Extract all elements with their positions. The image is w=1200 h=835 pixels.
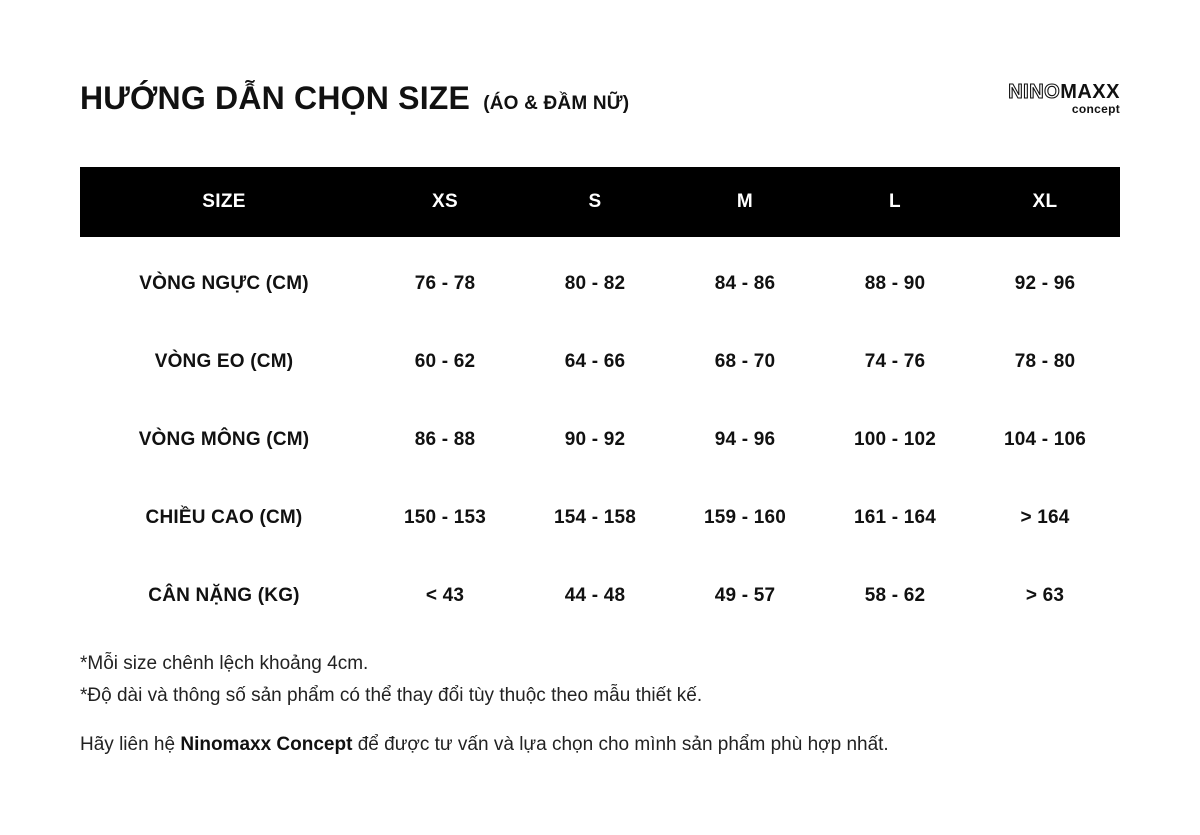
header-cell-xs: XS (432, 191, 458, 212)
table-cell: 159 - 160 (703, 507, 787, 528)
logo-subtext: concept (1071, 102, 1120, 116)
notes-section (80, 648, 1120, 761)
table-cell: 100 - 102 (853, 429, 937, 450)
table-cell: 150 - 153 (403, 507, 487, 528)
contact-prefix: Hãy liên hệ (80, 734, 181, 755)
table-cell: 104 - 106 (1003, 429, 1087, 450)
table-row (80, 237, 1120, 323)
table-cell: 90 - 92 (564, 429, 626, 450)
contact-brand: Ninomaxx Concept (180, 734, 353, 755)
table-cell: 80 - 82 (564, 273, 626, 294)
row-label: VÒNG EO (CM) (154, 351, 294, 372)
note-spec-change: *Độ dài và thông số sản phẩm có thể thay đổi tùy thuộc theo mẫu thiết kế. (80, 685, 703, 706)
title-text: HƯỚNG DẪN CHỌN SIZE (80, 80, 471, 116)
table-cell: 88 - 90 (864, 273, 926, 294)
table-cell: 74 - 76 (864, 351, 926, 372)
table-row (80, 479, 1120, 557)
row-label: CHIỀU CAO (CM) (145, 507, 303, 528)
size-chart-table (80, 167, 1120, 635)
row-label: CÂN NẶNG (KG) (148, 585, 300, 606)
row-label: VÒNG MÔNG (CM) (138, 429, 310, 450)
table-cell: 49 - 57 (714, 585, 776, 606)
contact-note (80, 729, 1120, 761)
header-cell-m: M (736, 191, 754, 212)
header-cell-xl: XL (1032, 191, 1058, 212)
table-cell: 76 - 78 (414, 273, 476, 294)
note-size-difference: *Mỗi size chênh lệch khoảng 4cm. (80, 653, 369, 674)
table-cell: 64 - 66 (564, 351, 626, 372)
page-title (80, 80, 629, 117)
contact-suffix: để được tư vấn và lựa chọn cho mình sản phẩm phù hợp nhất. (352, 734, 889, 755)
table-cell: 154 - 158 (553, 507, 637, 528)
table-cell: > 63 (1025, 585, 1065, 606)
table-cell: 68 - 70 (714, 351, 776, 372)
page-subtitle: (ÁO & ĐẦM NỮ) (483, 93, 630, 114)
table-cell: < 43 (425, 585, 465, 606)
table-cell: 44 - 48 (564, 585, 626, 606)
header-cell-size: SIZE (202, 191, 246, 212)
table-cell: 94 - 96 (714, 429, 776, 450)
table-header-row (80, 167, 1120, 237)
table-row (80, 323, 1120, 401)
brand-logo (1008, 82, 1120, 115)
table-row (80, 557, 1120, 635)
table-cell: > 164 (1020, 507, 1070, 528)
table-cell: 161 - 164 (853, 507, 937, 528)
table-row (80, 401, 1120, 479)
logo-wordmark (1008, 82, 1120, 102)
row-label: VÒNG NGỰC (CM) (139, 273, 309, 294)
header-cell-s: S (588, 191, 602, 212)
table-cell: 60 - 62 (414, 351, 476, 372)
table-cell: 92 - 96 (1014, 273, 1076, 294)
table-cell: 58 - 62 (864, 585, 926, 606)
table-cell: 84 - 86 (714, 273, 776, 294)
logo-nino: NINO (1008, 81, 1061, 103)
header (80, 78, 1120, 128)
logo-maxx: MAXX (1060, 81, 1120, 103)
table-cell: 86 - 88 (414, 429, 476, 450)
header-cell-l: L (889, 191, 901, 212)
table-cell: 78 - 80 (1014, 351, 1076, 372)
